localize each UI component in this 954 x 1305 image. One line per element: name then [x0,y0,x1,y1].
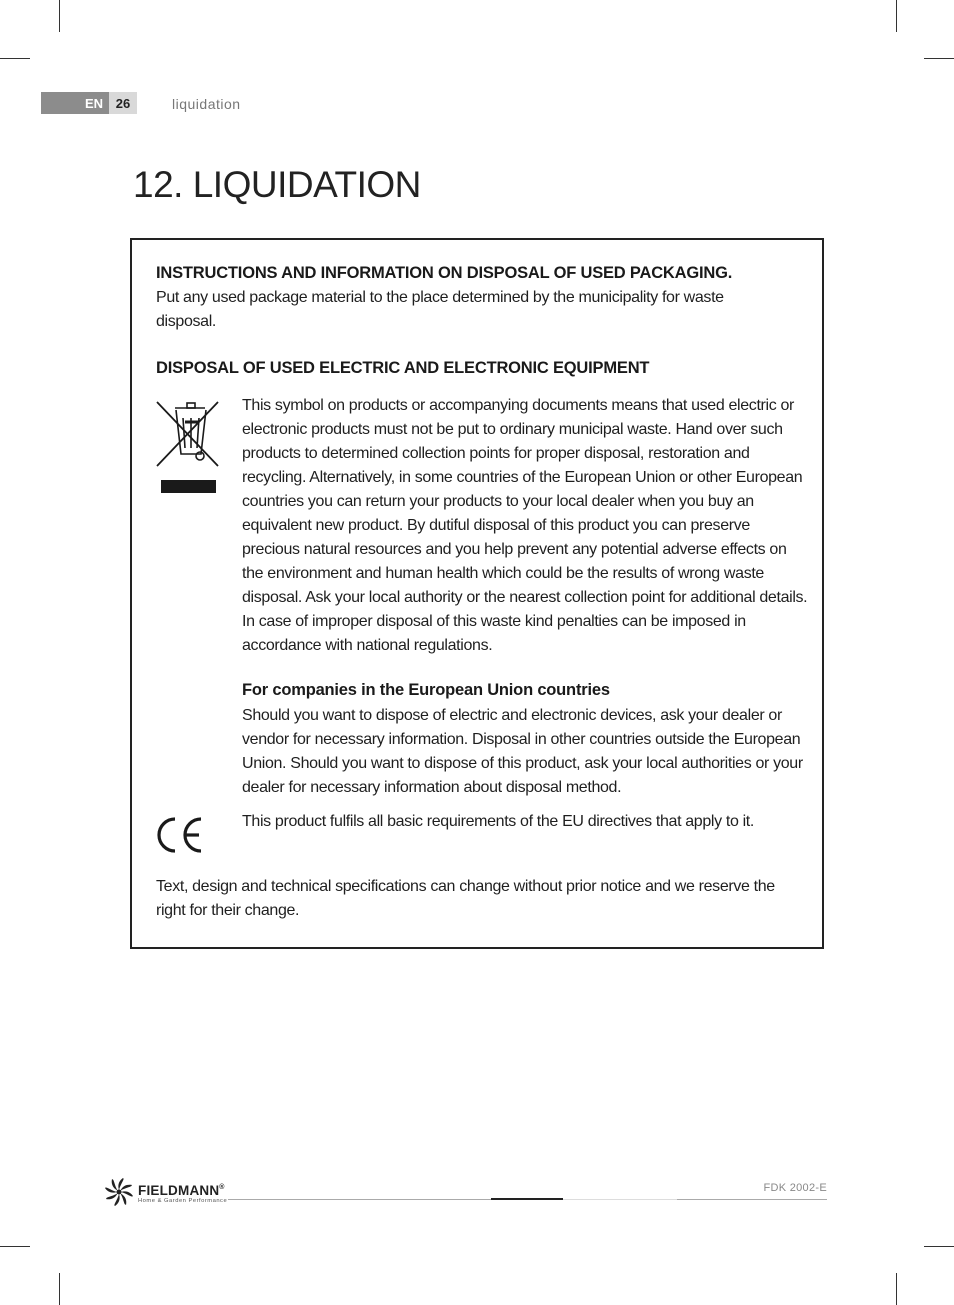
weee-heading: DISPOSAL OF USED ELECTRIC AND ELECTRONIC EQUIPMENT [156,359,650,377]
crop-mark [59,0,60,32]
notice-text: Text, design and technical specifications can change without prior notice and we reserve the right for their change. [156,878,775,919]
weee-text: This symbol on products or accompanying documents means that used electric or electronic products must not be put to ordinary municipal waste. Hand over such products to determined collection points for proper disposal, restoration and recycling. Alternatively, in some countries of the European Union or other European countries you can return your products to your local dealer when you buy an equivalent new product. By dutiful disposal of this product you can preserve precious natural resources and you help prevent any potential adverse effects on the environment and human health which could be the results of wrong waste disposal. Ask your local authority or the nearest collection point for additional details. In case of improper disposal of this waste kind penalties can be imposed in accordance with national regulations. [242,397,808,654]
page-title: 12. LIQUIDATION [133,164,421,205]
page-header-tab [41,92,137,114]
model-number: FDK 2002-E [763,1182,827,1194]
eu-companies-heading: For companies in the European Union countries [242,681,610,699]
packaging-heading: INSTRUCTIONS AND INFORMATION ON DISPOSAL OF USED PACKAGING. [156,264,733,282]
crop-mark [896,1273,897,1305]
trademark-symbol: ® [219,1184,225,1192]
crop-mark [0,58,30,59]
ce-text: This product fulfils all basic requirements of the EU directives that apply to it. [242,813,754,830]
section-label: liquidation [172,96,241,112]
crop-mark [924,1246,954,1247]
footer-rule [677,1199,827,1200]
disposal-info-box [130,238,824,949]
crop-mark [896,0,897,32]
footer-rule [563,1199,677,1200]
crop-mark [924,58,954,59]
footer-rule [228,1199,491,1200]
ce-mark-icon [155,815,205,855]
brand-name: FIELDMANN® [138,1183,225,1199]
crossed-out-wheelie-bin-icon [155,396,223,496]
packaging-text: Put any used package material to the place determined by the municipality for waste disposal. [156,289,724,330]
footer-rule [491,1198,563,1200]
brand-tagline: Home & Garden Performance [138,1197,228,1204]
page-number: 26 [109,92,137,114]
crop-mark [0,1246,30,1247]
language-label: EN [41,92,109,114]
eu-companies-text: Should you want to dispose of electric and electronic devices, ask your dealer or vendor for necessary information. Disposal in other countries outside the European Union. Should you want to dispose of this product, ask your local authorities or your dealer for necessary information about disposal method. [242,707,803,796]
fan-logo-icon [104,1177,134,1212]
fieldmann-logo [104,1177,227,1212]
crop-mark [59,1273,60,1305]
